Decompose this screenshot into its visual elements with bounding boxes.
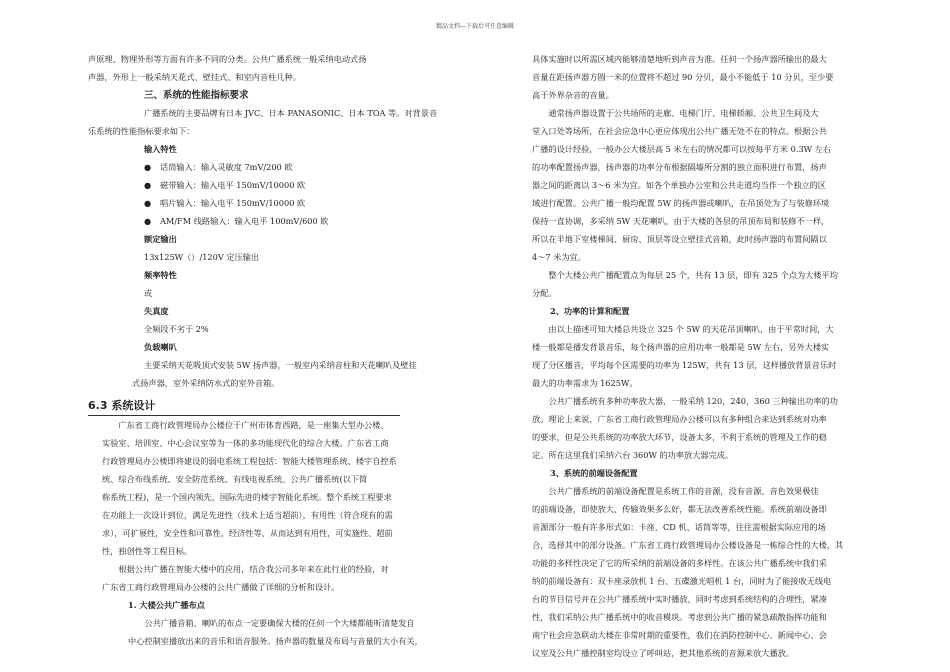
paragraph-line: 具体实施时以所需区域内能够清楚地听到声音为准。任何一个扬声器所输出的最大 [532, 54, 827, 64]
section-heading: 三、系统的性能指标要求 [144, 90, 249, 101]
paragraph-line: 纳的前端设备有：双卡座录放机 1 台、五碟激光唱机 1 台，同时为了能接收无线电 [532, 576, 832, 586]
paragraph-line: 南宁社会应急联动大楼在非常时期的重要性，我们在消防控制中心、新闻中心、会 [532, 630, 827, 640]
page-header: 精品文档---下载后可任意编辑 [435, 23, 515, 30]
paragraph-line: 合，选择其中的部分设备。广东省工商行政管理局办公楼设备是一栋综合性的大楼，其 [532, 540, 844, 550]
bullet-icon: ● [144, 198, 152, 208]
paragraph-line: 的要求，但是公共系统的功率放大环节，设备太多，不利于系统的管理及工作的稳 [532, 432, 827, 442]
paragraph-line: 楼一般都是播发背景音乐，每个扬声器的应用功率一般都是 5W 左右，另外大楼实 [532, 342, 830, 352]
paragraph-line: 主要采纳天花吸顶式安装 5W 扬声器，一般室内采纳音柱和天花喇叭及壁挂 [144, 360, 417, 370]
paragraph-line: 音源部分一般有许多形式如：卡座、CD 机、话筒等等，往往需根据实际应用的场 [532, 522, 826, 532]
bullet-item [88, 176, 472, 194]
paragraph-line: 广播的设计经验，一般办公大楼层高 5 米左右的情况都可以按每平方米 0.3W 左右 [532, 144, 832, 154]
paragraph-line: 的功率配置扬声器，扬声器的功率分布根据隔墙所分割的独立面积进行布置，扬声 [532, 162, 827, 172]
right-column [532, 50, 880, 662]
paragraph-line: 在功能上一次设计到位，满足先进性（技术上适当超前），有用性（符合现有的需 [102, 510, 393, 520]
paragraph-line: 广东省工商行政管理局办公楼的公共广播做了详细的分析和设计。 [102, 582, 340, 592]
bullet-item [88, 158, 472, 176]
paragraph-line: 放。理论上来说，广东省工商行政管理局办公楼可以有多种组合来达到系统对功率 [532, 414, 827, 424]
paragraph-line: 台的节目信号并在公共广播系统中实时播放，同时考虑到系统结构的合理性，紧凑 [532, 594, 827, 604]
paragraph-line: 功能的多样性决定了它的所采纳的前端设备的多样性。在该公共广播系统中我们采 [532, 558, 827, 568]
spec-value: 或 [144, 288, 153, 298]
paragraph-line: 由以上描述可知大楼总共设立 325 个 5W 的天花吊顶喇叭，由于平常时间，大 [548, 324, 834, 334]
subsection-heading: 1. 大楼公共广播布点 [128, 600, 205, 610]
paragraph-line: 实验室、培训室、中心会议室等为一体的多功能现代化的综合大楼。广东省工商 [102, 438, 389, 448]
paragraph-line: 行政管理局办公楼即将建设的弱电系统工程包括：智能大楼管理系统、楼宇自控系 [102, 456, 397, 466]
bullet-text: AM/FM 线路输入：输入电平 100mV/600 欧 [160, 216, 329, 226]
paragraph-line: 的前端设备，即使放大、传输效果多么好，都无法改善系统性能。系统前端设备即 [532, 504, 827, 514]
paragraph-line: 性，独创性等工程目标。 [102, 546, 193, 556]
spec-heading: 失真度 [144, 306, 169, 316]
intro-line: 声器，外形上一般采纳天花式、壁挂式、和室内音柱几种。 [88, 72, 301, 82]
paragraph-line: 器之间的距离以 3～6 米为宜。如各个单独办公室和公共走道均当作一个独立的区 [532, 180, 826, 190]
paragraph-line: 根据公共广播在智能大楼中的应用，结合我公司多年来在此行业的经验，对 [118, 564, 389, 574]
paragraph-line: 现了分区播音，平均每个区需要的功率为 125W，共有 13 层，这样播放背景音乐时 [532, 360, 837, 370]
left-column [88, 50, 472, 650]
paragraph-line: 乐系统的性能指标要求如下： [88, 126, 195, 136]
spec-heading: 负载喇叭 [144, 342, 177, 352]
subsection-heading: 3、系统的前端设备配置 [550, 468, 638, 478]
paragraph-line: 高于外界杂音的音量。 [532, 90, 614, 100]
spec-heading: 输入特性 [144, 144, 177, 154]
spec-heading: 额定输出 [144, 234, 177, 244]
spec-heading: 频率特性 [144, 270, 177, 280]
paragraph-line: 公共广播系统的前端设备配置是系统工作的音源，没有音源、音色效果极佳 [548, 486, 819, 496]
paragraph-line: 域进行配置。公共广播一般均配置 5W 的扬声器或喇叭，在吊顶处为了与装修环境 [532, 198, 830, 208]
paragraph-line: 保持一直协调，多采纳 5W 天花喇叭，由于大楼的各层的吊顶布局和装修不一样， [532, 216, 830, 226]
paragraph-line: 式扬声器，室外采纳防水式的室外音箱。 [132, 378, 280, 388]
paragraph-line: 最大的功率需求为 1625W。 [532, 378, 638, 388]
paragraph-line: 中心控制室播放出来的音乐和语音服务。扬声器的数量及布局与音量的大小有关， [128, 636, 423, 646]
bullet-text: 磁带输入：输入电平 150mV/10000 欧 [160, 180, 306, 190]
spec-value: 13x125W（）/120V 定压输出 [144, 252, 260, 262]
section-heading-6-3: 6.3 系统设计 [88, 398, 400, 416]
bullet-text: 唱片输入：输入电平 150mV/10000 欧 [160, 198, 306, 208]
bullet-text: 话筒输入：输入灵敏度 7mV/200 欧 [160, 162, 293, 172]
paragraph-line: 堂入口处等场所，在社会应急中心更应体现出公共广播无处不在的特点。根据公共 [532, 126, 827, 136]
paragraph-line: 性，我们采纳公共广播系统中的收音模块。考虑到公共广播的紧急疏散指挥功能和 [532, 612, 827, 622]
bullet-icon: ● [144, 180, 152, 190]
bullet-icon: ● [144, 162, 152, 172]
bullet-item [88, 194, 472, 212]
paragraph-line: 通常扬声器设置于公共场所的走廊、电梯门厅、电梯轿厢、公共卫生间及大 [548, 108, 819, 118]
paragraph-line: 广播系统的主要品牌有日本 JVC、日本 PANASONIC、日本 TOA 等。对背景音 [144, 108, 438, 118]
paragraph-line: 议室及公共广播控制室均设立了呼叫站，把其他系统的音源来放大播放。 [532, 648, 795, 658]
paragraph-line: 音量在距扬声器方圆一米的位置将不超过 90 分贝，最小不能低于 10 分贝，至少要 [532, 72, 834, 82]
bullet-item [88, 212, 472, 230]
paragraph-line: 所以在半地下室楼梯间、厨房、顶层等设立壁挂式音箱，此时扬声器的布置间隔以 [532, 234, 827, 244]
paragraph-line: 求），可扩展性，安全性和可靠性，经济性等，从而达到有用性，可实施性、超前 [102, 528, 393, 538]
paragraph-line: 公共广播系统有多种功率放大器，一般采纳 120，240，360 三种输出功率的功 [548, 396, 838, 406]
paragraph-line: 广东省工商行政管理局办公楼位于广州市体育西路，是一座集大型办公楼、 [118, 420, 389, 430]
paragraph-line: 4～7 米为宜。 [532, 252, 586, 262]
intro-line: 声原理、物理外形等方面有许多不同的分类。公共广播系统一般采纳电动式扬 [88, 54, 367, 64]
paragraph-line: 定。所在这里我们采纳六台 360W 的功率放大器完成。 [532, 450, 734, 460]
paragraph-line: 统、综合布线系统、安全防范系统、有线电视系统、公共广播系统(以下简 [102, 474, 368, 484]
paragraph-line: 公共广播音箱、喇叭的布点一定要确保大楼的任何一个大楼都能听清楚发自 [144, 618, 415, 628]
subsection-heading: 2、功率的计算和配置 [550, 306, 630, 316]
spec-value: 全频段不劣于 2% [144, 324, 209, 334]
bullet-icon: ● [144, 216, 152, 226]
paragraph-line: 整个大楼公共广播配置点为每层 25 个，共有 13 层，即有 325 个点为大楼平均 [548, 270, 838, 280]
paragraph-line: 分配。 [532, 288, 557, 298]
paragraph-line: 称系统工程)，是一个国内领先，国际先进的楼宇智能化系统。整个系统工程要求 [102, 492, 392, 502]
